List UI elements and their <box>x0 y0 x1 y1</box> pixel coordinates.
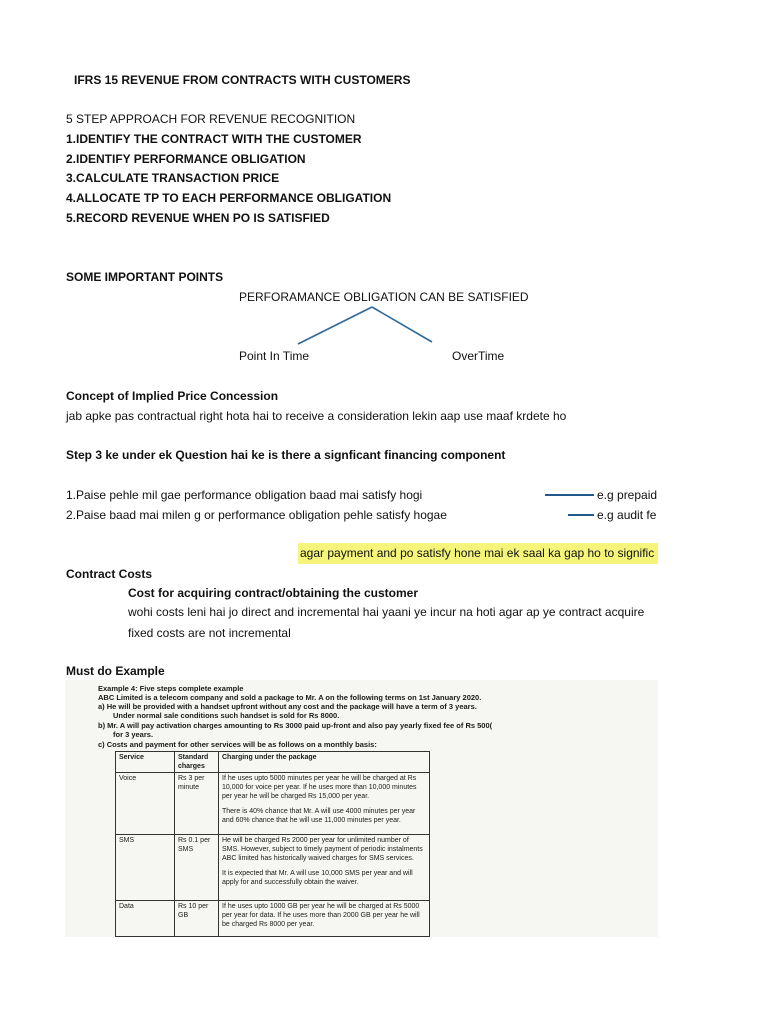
scan-intro: ABC Limited is a telecom company and sold a package to Mr. A on the following terms on 1st January 2020. <box>98 693 482 702</box>
must-do-heading: Must do Example <box>66 664 165 678</box>
step-item: 1.IDENTIFY THE CONTRACT WITH THE CUSTOMER <box>66 132 362 146</box>
table-header-row <box>116 752 430 773</box>
table-row <box>116 773 430 835</box>
page-title: IFRS 15 REVENUE FROM CONTRACTS WITH CUSTOMERS <box>74 73 411 87</box>
financing-2-example: e.g audit fe <box>597 508 657 522</box>
financing-item-2: 2.Paise baad mai milen g or performance obligation pehle satisfy hogae <box>66 508 447 522</box>
step-item: 3.CALCULATE TRANSACTION PRICE <box>66 171 280 185</box>
scanned-example-image <box>65 680 658 937</box>
cell-paragraph: It is expected that Mr. A will use 10,000 SMS per year and will apply for and successfully obtain the waiver. <box>222 870 413 886</box>
services-table <box>115 751 430 937</box>
cell-service: Voice <box>116 773 175 835</box>
concept-text: jab apke pas contractual right hota hai to receive a consideration lekin aap use maaf krdete ho <box>66 409 567 423</box>
cell-service: SMS <box>116 835 175 901</box>
step-item: 2.IDENTIFY PERFORMANCE OBLIGATION <box>66 152 306 166</box>
financing-1-connector <box>545 494 594 496</box>
scan-item-c: c) Costs and payment for other services will be as follows on a monthly basis: <box>98 740 377 749</box>
scan-item-b-cont: for 3 years. <box>113 730 154 739</box>
cell-package <box>219 835 430 901</box>
cell-standard: Rs 3 per minute <box>175 773 219 835</box>
fixed-costs-text: fixed costs are not incremental <box>128 626 291 640</box>
col-header-package: Charging under the package <box>219 752 430 773</box>
cost-acquiring-text: wohi costs leni hai jo direct and incremental hai yaani ye incur na hoti agar ap ye contract acquire <box>128 605 645 619</box>
financing-2-connector <box>568 514 594 516</box>
highlighted-note: agar payment and po satisfy hone mai ek saal ka gap ho to signific <box>298 543 658 564</box>
po-point-in-time: Point In Time <box>239 349 310 363</box>
col-header-standard: Standard charges <box>175 752 219 773</box>
cell-service: Data <box>116 901 175 937</box>
cell-package <box>219 901 430 937</box>
po-heading: PERFORAMANCE OBLIGATION CAN BE SATISFIED <box>239 290 529 304</box>
important-heading: SOME IMPORTANT POINTS <box>66 270 224 284</box>
step3-heading: Step 3 ke under ek Question hai ke is there a signficant financing component <box>66 448 506 462</box>
branch-right-line <box>372 307 432 342</box>
cell-paragraph: If he uses upto 1000 GB per year he will be charged at Rs 5000 per year for data. If he uses more than 2000 GB per year he will be charged Rs 8000 per year. <box>222 903 420 928</box>
financing-1-example: e.g prepaid <box>597 488 658 502</box>
po-over-time: OverTime <box>452 349 505 363</box>
scan-title: Example 4: Five steps complete example <box>98 684 244 693</box>
financing-item-1: 1.Paise pehle mil gae performance obligation baad mai satisfy hogi <box>66 488 423 502</box>
step-item: 5.RECORD REVENUE WHEN PO IS SATISFIED <box>66 211 330 225</box>
scan-item-b: b) Mr. A will pay activation charges amounting to Rs 3000 paid up-front and also pay yearly fixed fee of Rs 500( <box>98 721 493 730</box>
scan-item-a-cont: Under normal sale conditions such handset is sold for Rs 8000. <box>113 711 340 720</box>
cell-standard: Rs 0.1 per SMS <box>175 835 219 901</box>
steps-heading: 5 STEP APPROACH FOR REVENUE RECOGNITION <box>66 112 356 126</box>
table-row <box>116 901 430 937</box>
col-header-service: Service <box>116 752 175 773</box>
cell-package <box>219 773 430 835</box>
contract-costs-heading: Contract Costs <box>66 567 153 581</box>
cell-standard: Rs 10 per GB <box>175 901 219 937</box>
cost-acquiring-heading: Cost for acquiring contract/obtaining the customer <box>128 586 419 600</box>
concept-heading: Concept of Implied Price Concession <box>66 389 279 403</box>
scan-item-a: a) He will be provided with a handset upfront without any cost and the package will have a term of 3 years. <box>98 702 477 711</box>
step-item: 4.ALLOCATE TP TO EACH PERFORMANCE OBLIGATION <box>66 191 392 205</box>
cell-paragraph: There is 40% chance that Mr. A will use 4000 minutes per year and 60% chance that he will use 11,000 minutes per year. <box>222 808 416 824</box>
po-branch-diagram <box>290 300 440 350</box>
table-row <box>116 835 430 901</box>
cell-paragraph: He will be charged Rs 2000 per year for unlimited number of SMS. However, subject to timely payment of periodic instalments ABC limited has historically waived charges for SMS services. <box>222 837 423 862</box>
cell-paragraph: If he uses upto 5000 minutes per year he will be charged at Rs 10,000 for voice per year. If he uses more than 10,000 minutes per year he will be charged Rs 15,000 per year. <box>222 775 417 800</box>
branch-left-line <box>298 307 372 344</box>
